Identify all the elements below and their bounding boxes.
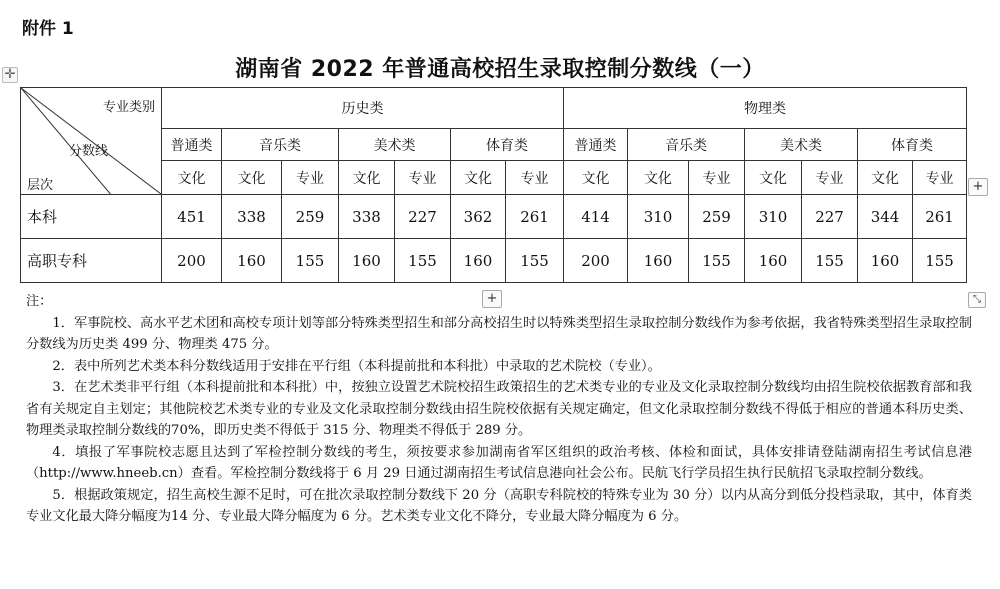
corner-label-level: 层次 <box>27 178 54 193</box>
subheader-sports: 体育类 <box>451 129 564 161</box>
type-culture: 文化 <box>628 161 689 195</box>
type-major: 专业 <box>506 161 564 195</box>
note-1: 1．军事院校、高水平艺术团和高校专项计划等部分特殊类型招生和部分高校招生时以特殊类型招生录取控制分数线作为参考依据，我省特殊类型招生录取控制分数线为历史类 499 分、物理类 475 分。 <box>26 315 972 352</box>
type-culture: 文化 <box>162 161 222 195</box>
score-cell: 200 <box>162 239 222 283</box>
score-cell: 155 <box>506 239 564 283</box>
score-table <box>20 87 967 283</box>
group-header-history: 历史类 <box>162 88 564 129</box>
score-cell: 155 <box>395 239 451 283</box>
score-cell: 155 <box>689 239 745 283</box>
table-corner-header <box>21 88 162 195</box>
score-cell: 160 <box>858 239 913 283</box>
type-major: 专业 <box>913 161 967 195</box>
score-cell: 261 <box>506 195 564 239</box>
type-culture: 文化 <box>222 161 282 195</box>
score-cell: 338 <box>222 195 282 239</box>
score-cell: 310 <box>628 195 689 239</box>
corner-label-score: 分数线 <box>69 144 109 159</box>
score-cell: 155 <box>802 239 858 283</box>
subheader-art: 美术类 <box>339 129 451 161</box>
score-cell: 451 <box>162 195 222 239</box>
score-cell: 259 <box>282 195 339 239</box>
type-culture: 文化 <box>339 161 395 195</box>
table-resize-handle-icon[interactable]: ⤡ <box>968 292 986 308</box>
type-major: 专业 <box>802 161 858 195</box>
score-cell: 259 <box>689 195 745 239</box>
score-cell: 310 <box>745 195 802 239</box>
subheader-sports: 体育类 <box>858 129 967 161</box>
corner-label-category: 专业类别 <box>102 100 155 115</box>
score-cell: 227 <box>395 195 451 239</box>
subheader-art: 美术类 <box>745 129 858 161</box>
notes-label: 注： <box>26 294 53 309</box>
note-4: 4．填报了军事院校志愿且达到了军检控制分数线的考生，须按要求参加湖南省军区组织的政治考核、体检和面试，具体安排请登陆湖南招生考试信息港（http://www.hneeb.cn）查看。军检控制分数线将于 6 月 29 日通过湖南招生考试信息港向社会公布。民航飞行学员招生执行民航招飞录取控制分数线。 <box>26 444 972 481</box>
type-major: 专业 <box>689 161 745 195</box>
table-move-handle-icon[interactable]: ✛ <box>2 67 18 83</box>
type-major: 专业 <box>395 161 451 195</box>
type-culture: 文化 <box>858 161 913 195</box>
score-cell: 414 <box>564 195 628 239</box>
score-cell: 160 <box>451 239 506 283</box>
score-cell: 344 <box>858 195 913 239</box>
score-cell: 362 <box>451 195 506 239</box>
group-header-physics: 物理类 <box>564 88 967 129</box>
table-row-undergraduate <box>21 195 967 239</box>
notes-section <box>26 291 972 528</box>
score-cell: 155 <box>913 239 967 283</box>
note-5: 5．根据政策规定，招生高校生源不足时，可在批次录取控制分数线下 20 分（高职专科院校的特殊专业为 30 分）以内从高分到低分投档录取，其中，体育类专业文化最大降分幅度为14 分、专业最大降分幅度为 6 分。艺术类专业文化不降分，专业最大降分幅度为 6 分。 <box>26 487 972 524</box>
score-cell: 155 <box>282 239 339 283</box>
page-title: 湖南省 2022 年普通高校招生录取控制分数线（一） <box>235 57 765 82</box>
type-culture: 文化 <box>564 161 628 195</box>
note-2: 2．表中所列艺术类本科分数线适用于安排在平行组（本科提前批和本科批）中录取的艺术院校（专业）。 <box>52 358 661 374</box>
score-cell: 160 <box>745 239 802 283</box>
score-cell: 200 <box>564 239 628 283</box>
add-row-button[interactable]: + <box>482 290 502 308</box>
subheader-general: 普通类 <box>564 129 628 161</box>
subheader-music: 音乐类 <box>628 129 745 161</box>
score-cell: 160 <box>628 239 689 283</box>
row-label: 本科 <box>21 195 162 239</box>
type-culture: 文化 <box>745 161 802 195</box>
score-cell: 338 <box>339 195 395 239</box>
score-cell: 160 <box>222 239 282 283</box>
score-cell: 160 <box>339 239 395 283</box>
table-row-vocational <box>21 239 967 283</box>
type-major: 专业 <box>282 161 339 195</box>
subheader-general: 普通类 <box>162 129 222 161</box>
add-column-button[interactable]: + <box>968 178 988 196</box>
type-culture: 文化 <box>451 161 506 195</box>
row-label: 高职专科 <box>21 239 162 283</box>
score-cell: 261 <box>913 195 967 239</box>
score-cell: 227 <box>802 195 858 239</box>
note-3: 3．在艺术类非平行组（本科提前批和本科批）中，按独立设置艺术院校招生政策招生的艺术类专业的专业及文化录取控制分数线均由招生院校依据教育部和我省有关规定自主划定；其他院校艺术类专业的专业及文化录取控制分数线由招生院校依据有关规定确定，但文化录取控制分数线不得低于相应的普通本科历史类、物理类录取控制分数线的70%，即历史类不得低于 315 分、物理类不得低于 289 分。 <box>26 380 972 438</box>
attachment-label: 附件 1 <box>22 19 74 39</box>
subheader-music: 音乐类 <box>222 129 339 161</box>
